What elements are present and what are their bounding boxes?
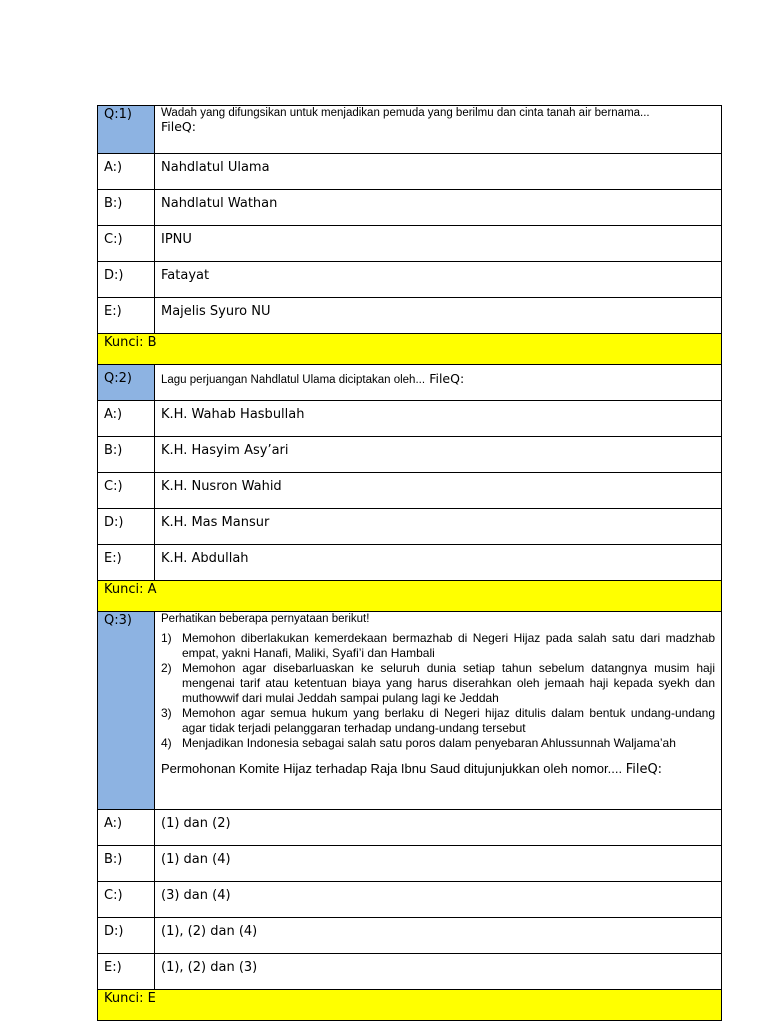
option-label: E:)	[98, 954, 155, 990]
question-cell	[155, 612, 722, 810]
answer-key-row	[98, 581, 722, 612]
option-label: D:)	[98, 509, 155, 545]
option-text: K.H. Mas Mansur	[155, 509, 722, 545]
option-text: Majelis Syuro NU	[155, 298, 722, 334]
question-text: Lagu perjuangan Nahdlatul Ulama diciptakan oleh...	[161, 374, 426, 386]
statement-number: 3)	[161, 706, 172, 720]
question-text: Wadah yang difungsikan untuk menjadikan pemuda yang berilmu dan cinta tanah air bernama...	[161, 107, 650, 119]
statement-text: Memohon agar disebarluaskan ke seluruh dunia setiap tahun sebelum datangnya musim haji mengenai tarif atau ketentuan biaya yang harus diserahkan oleh jemaah haji kepada syekh dan muthowwif dari mulai Jeddah sampai pulang lagi ke Jeddah	[182, 661, 715, 705]
option-label: C:)	[98, 473, 155, 509]
statement-number: 4)	[161, 736, 172, 750]
option-label: A:)	[98, 154, 155, 190]
option-row	[98, 810, 722, 846]
question-label: Q:2)	[98, 365, 155, 401]
question-row	[98, 365, 722, 401]
answer-key: Kunci: A	[98, 581, 722, 612]
statement-text: Memohon agar semua hukum yang berlaku di Negeri hijaz ditulis dalam bentuk undang-undang agar tidak terjadi pelanggaran terhadap undang-undang tersebut	[182, 706, 715, 735]
question-prompt	[161, 761, 715, 777]
statement-item	[161, 631, 715, 661]
answer-key-row	[98, 990, 722, 1021]
option-label: D:)	[98, 262, 155, 298]
option-text: (1) dan (4)	[155, 846, 722, 882]
option-row	[98, 846, 722, 882]
answer-key: Kunci: B	[98, 334, 722, 365]
option-label: C:)	[98, 882, 155, 918]
statement-item	[161, 736, 715, 751]
file-label: FileQ:	[161, 119, 196, 134]
option-text: (1), (2) dan (4)	[155, 918, 722, 954]
option-label: D:)	[98, 918, 155, 954]
option-label: E:)	[98, 298, 155, 334]
option-label: A:)	[98, 401, 155, 437]
option-text: K.H. Nusron Wahid	[155, 473, 722, 509]
option-text: Fatayat	[155, 262, 722, 298]
option-text: IPNU	[155, 226, 722, 262]
option-row	[98, 509, 722, 545]
file-label: FileQ:	[429, 371, 465, 386]
option-row	[98, 882, 722, 918]
question-cell	[155, 365, 722, 401]
file-label: FileQ:	[625, 762, 663, 777]
question-label: Q:1)	[98, 106, 155, 154]
option-row	[98, 437, 722, 473]
option-row	[98, 918, 722, 954]
question-row	[98, 612, 722, 810]
option-row	[98, 401, 722, 437]
quiz-table	[97, 105, 722, 1021]
option-label: C:)	[98, 226, 155, 262]
option-text: K.H. Hasyim Asy’ari	[155, 437, 722, 473]
option-text: Nahdlatul Wathan	[155, 190, 722, 226]
option-row	[98, 954, 722, 990]
option-row	[98, 298, 722, 334]
question-text: Permohonan Komite Hijaz terhadap Raja Ibnu Saud ditujunjukkan oleh nomor....	[161, 761, 623, 776]
question-row	[98, 106, 722, 154]
question-cell	[155, 106, 722, 154]
option-row	[98, 154, 722, 190]
option-label: A:)	[98, 810, 155, 846]
statement-list	[161, 631, 715, 751]
option-label: B:)	[98, 190, 155, 226]
question-label: Q:3)	[98, 612, 155, 810]
option-text: (1) dan (2)	[155, 810, 722, 846]
question-intro: Perhatikan beberapa pernyataan berikut!	[161, 613, 370, 625]
statement-number: 2)	[161, 661, 172, 675]
option-text: K.H. Abdullah	[155, 545, 722, 581]
option-row	[98, 473, 722, 509]
statement-item	[161, 661, 715, 706]
option-row	[98, 226, 722, 262]
option-row	[98, 545, 722, 581]
statement-text: Menjadikan Indonesia sebagai salah satu poros dalam penyebaran Ahlussunnah Waljama’ah	[182, 736, 676, 750]
option-label: B:)	[98, 846, 155, 882]
statement-number: 1)	[161, 631, 172, 645]
option-label: E:)	[98, 545, 155, 581]
answer-key-row	[98, 334, 722, 365]
statement-item	[161, 706, 715, 736]
option-row	[98, 262, 722, 298]
statement-text: Memohon diberlakukan kemerdekaan bermazhab di Negeri Hijaz pada salah satu dari madzhab empat, yakni Hanafi, Maliki, Syafi’i dan Hambali	[182, 631, 715, 660]
option-text: (3) dan (4)	[155, 882, 722, 918]
option-label: B:)	[98, 437, 155, 473]
option-row	[98, 190, 722, 226]
option-text: K.H. Wahab Hasbullah	[155, 401, 722, 437]
option-text: Nahdlatul Ulama	[155, 154, 722, 190]
answer-key: Kunci: E	[98, 990, 722, 1021]
option-text: (1), (2) dan (3)	[155, 954, 722, 990]
